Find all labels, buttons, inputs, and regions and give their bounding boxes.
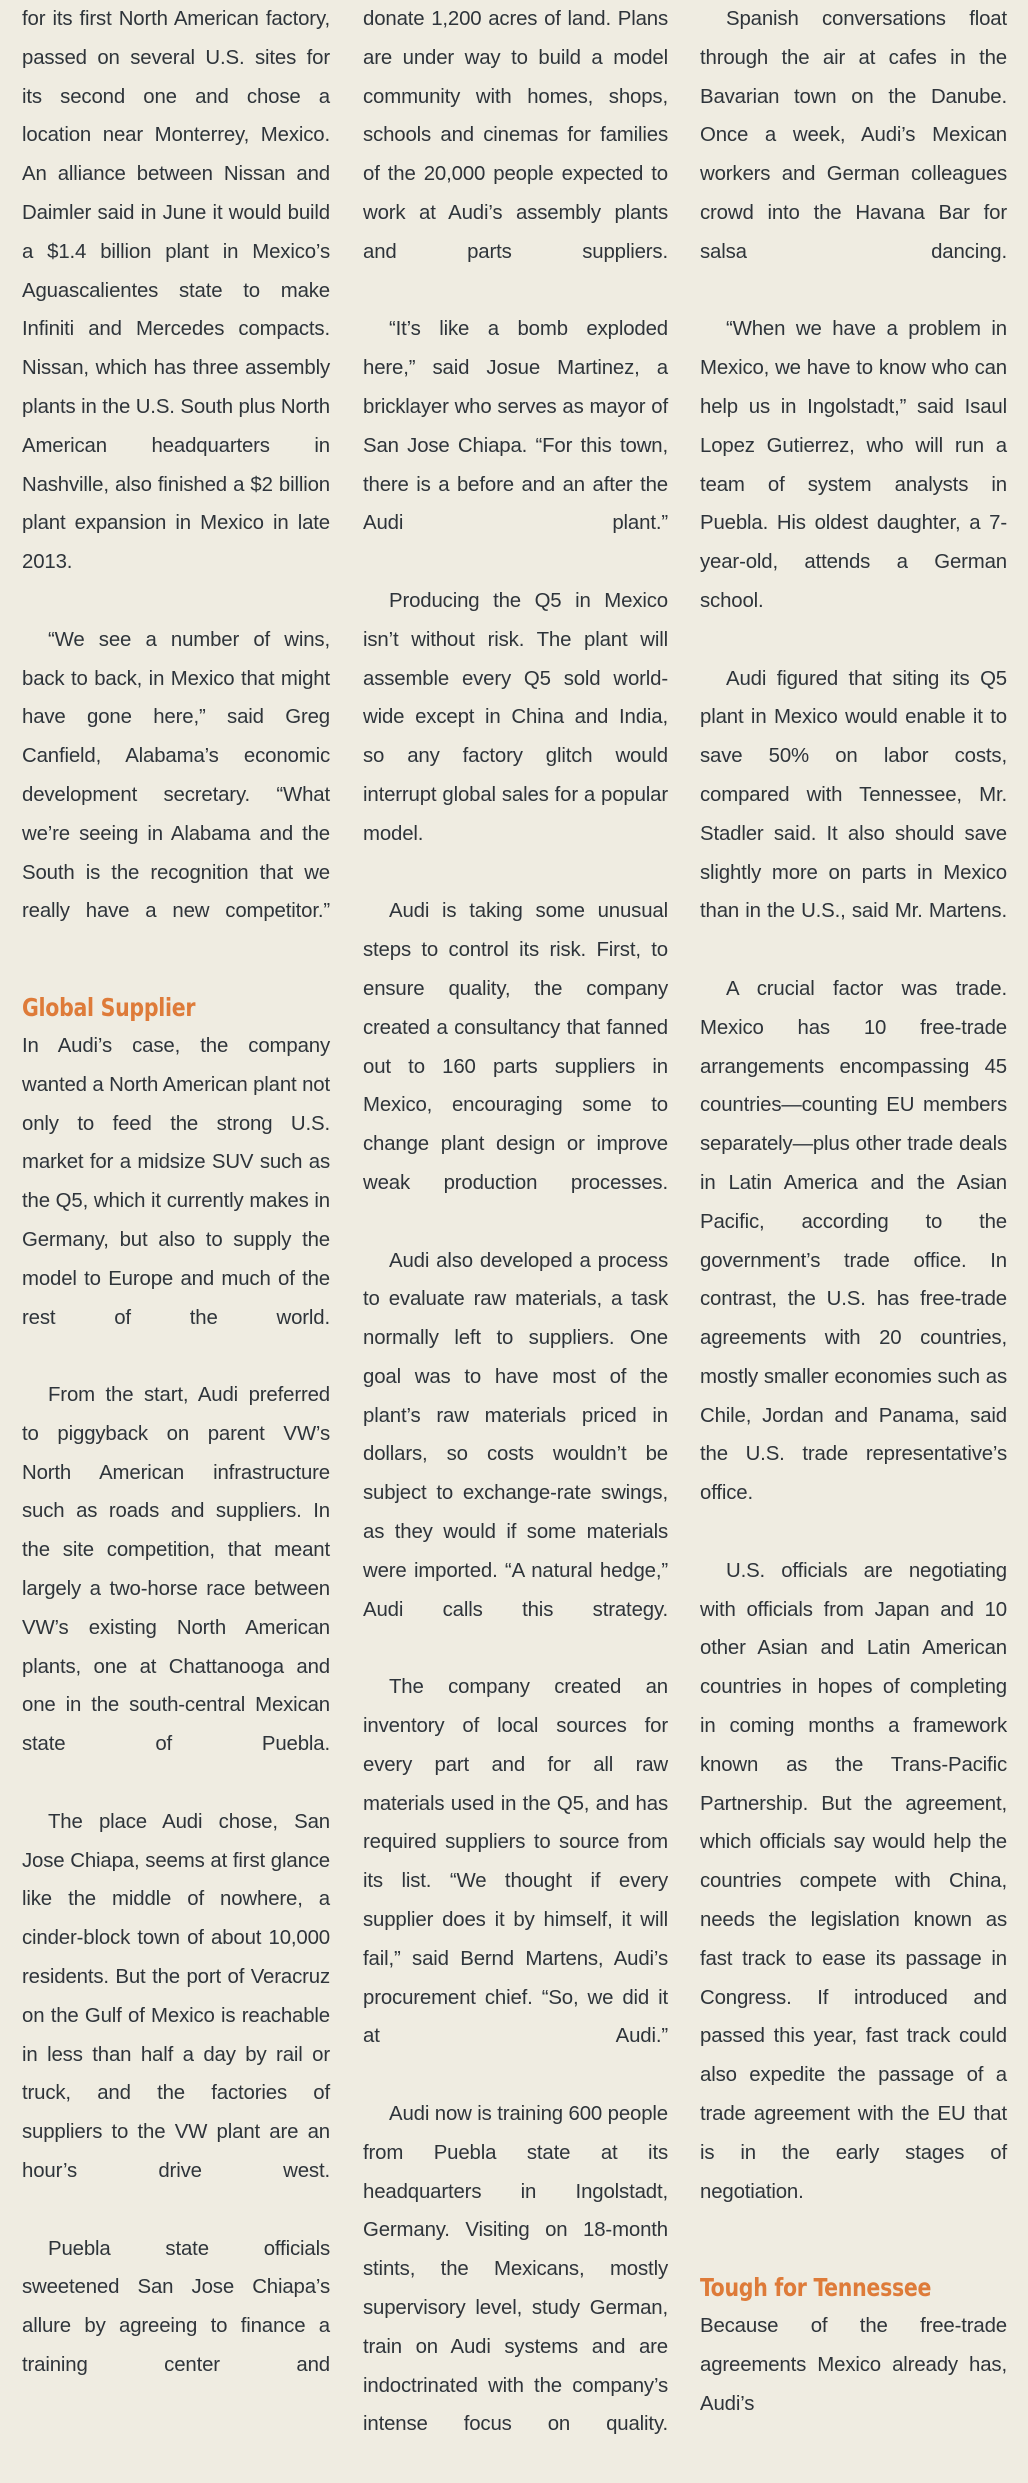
body-paragraph: Audi also developed a process to evaluate raw materials, a task normally left to suppliers. One goal was to have most of the plant’s raw materials priced in dollars, so costs wouldn’t be subject to exchange-rate swings, as they would if some materials were imported. “A natural hedge,” Audi calls this strategy. [363, 1249, 668, 1621]
body-paragraph: U.S. officials are negotiating with officials from Japan and 10 other Asian and Latin American countries in hopes of completing in coming months a framework known as the Trans-Pacific Partnership. But the agreement, which officials say would help the countries compete with China, needs the legislation known as fast track to ease its passage in Congress. If introduced and passed this year, fast track could also expedite the passage of a trade agreement with the EU that is in the early stages of negotiation. [700, 1559, 1007, 2203]
body-paragraph: “We see a number of wins, back to back, in Mexico that might have gone here,” said Greg Canfield, Alabama’s economic development secretary. “What we’re seeing in Alabama and the South is the recognition that we really have a new competitor.” [22, 628, 330, 923]
body-paragraph: Puebla state officials sweetened San Jose Chiapa’s allure by agreeing to finance a training center and [22, 2237, 330, 2377]
body-paragraph: “When we have a problem in Mexico, we have to know who can help us in Ingolstadt,” said Isaul Lopez Gutierrez, who will run a team of system analysts in Puebla. His oldest daughter, a 7-year-old, attends a German school. [700, 318, 1007, 612]
body-paragraph: Audi is taking some unusual steps to control its risk. First, to ensure quality, the company created a consultancy that fanned out to 160 parts suppliers in Mexico, encouraging some to change plant design or improve weak production processes. [363, 900, 668, 1194]
body-paragraph: Audi figured that siting its Q5 plant in Mexico would enable it to save 50% on labor costs, compared with Tennessee, Mr. Stadler said. It also should save slightly more on parts in Mexico than in the U.S., said Mr. Martens. [700, 667, 1007, 923]
section-heading: Tough for Tennessee [700, 2273, 932, 2303]
column-left [0, 0, 343, 2424]
body-paragraph: for its first North American factory, passed on several U.S. sites for its second one and chose a location near Monterrey, Mexico. An alliance between Nissan and Daimler said in June it would build a $1.4 billion plant in Mexico’s Aguascalientes state to make Infiniti and Mercedes compacts. Nissan, which has three assembly plants in the U.S. South plus North American headquarters in Nashville, also finished a $2 billion plant expansion in Mexico in late 2013. [22, 8, 330, 574]
body-paragraph: donate 1,200 acres of land. Plans are under way to build a model community with homes, shops, schools and cinemas for families of the 20,000 people expected to work at Audi’s assembly plants and parts suppliers. [363, 8, 668, 263]
column-middle [343, 0, 688, 2483]
body-paragraph: The company created an inventory of local sources for every part and for all raw materials used in the Q5, and has required suppliers to source from its list. “We thought if every supplier does it by himself, it will fail,” said Bernd Martens, Audi’s procurement chief. “So, we did it at Audi.” [363, 1676, 668, 2048]
body-paragraph: Because of the free-trade agreements Mexico already has, Audi’s [700, 2315, 1007, 2415]
body-paragraph: In Audi’s case, the company wanted a North American plant not only to feed the strong U.S. market for a midsize SUV such as the Q5, which it currently makes in Germany, but also to supply the model to Europe and much of the rest of the world. [22, 1034, 330, 1329]
column-right [688, 0, 1028, 2462]
section-heading: Global Supplier [22, 992, 196, 1022]
body-paragraph: Spanish conversations float through the air at cafes in the Bavarian town on the Danube. Once a week, Audi’s Mexican workers and German colleagues crowd into the Havana Bar for salsa dancing. [700, 8, 1007, 263]
body-paragraph: Producing the Q5 in Mexico isn’t without risk. The plant will assemble every Q5 sold world-wide except in China and India, so any factory glitch would interrupt global sales for a popular model. [363, 589, 668, 845]
body-paragraph: Audi now is training 600 people from Puebla state at its headquarters in Ingolstadt, Germany. Visiting on 18-month stints, the Mexicans, mostly supervisory level, study German, train on Audi systems and are indoctrinated with the company’s intense focus on quality. [363, 2103, 668, 2436]
body-paragraph: A crucial factor was trade. Mexico has 10 free-trade arrangements encompassing 45 countries—counting EU members separately—plus other trade deals in Latin America and the Asian Pacific, according to the government’s trade office. In contrast, the U.S. has free-trade agreements with 20 countries, mostly smaller economies such as Chile, Jordan and Panama, said the U.S. trade representative’s office. [700, 977, 1007, 1505]
body-paragraph: “It’s like a bomb exploded here,” said Josue Martinez, a bricklayer who serves as mayor of San Jose Chiapa. “For this town, there is a before and an after the Audi plant.” [363, 318, 668, 535]
body-paragraph: The place Audi chose, San Jose Chiapa, seems at first glance like the middle of nowhere, a cinder-block town of about 10,000 residents. But the port of Veracruz on the Gulf of Mexico is reachable in less than half a day by rail or truck, and the factories of suppliers to the VW plant are an hour’s drive west. [22, 1810, 330, 2183]
body-paragraph: From the start, Audi preferred to piggyback on parent VW’s North American infrastructure such as roads and suppliers. In the site competition, that meant largely a two-horse race between VW’s existing North American plants, one at Chattanooga and one in the south-central Mexican state of Puebla. [22, 1384, 330, 1756]
